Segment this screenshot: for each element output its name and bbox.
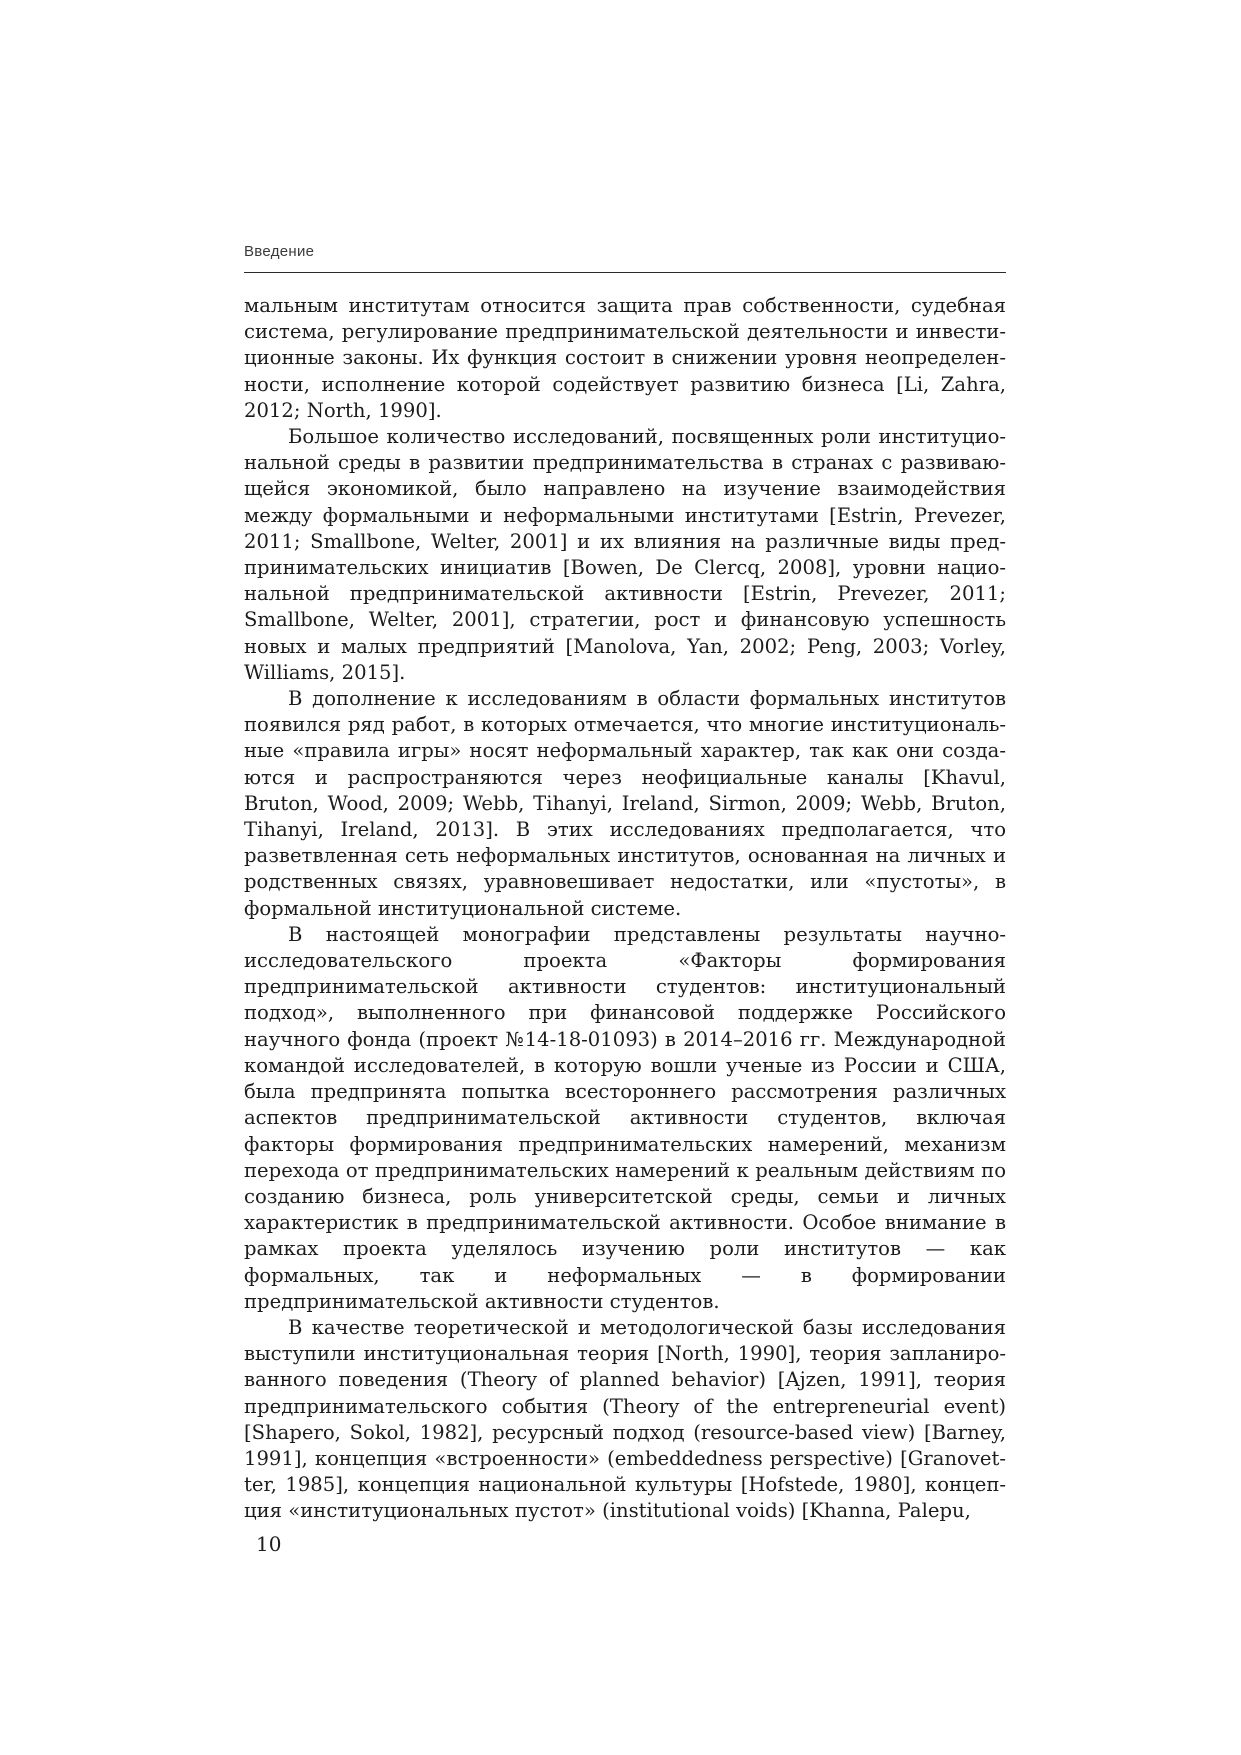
paragraph-continued: мальным институтам относится защита прав собственности, судебная система, регулирование предпринимательской деятельности и инвестиционные законы. Их функция состоит в снижении уровня неопределенности, исполнение которой содействует развитию бизнеса [Li, Zahra, 2012; North, 1990]. bbox=[244, 294, 1006, 422]
paragraph: В настоящей монографии представлены результаты научно-исследовательского проекта «Факторы формирования предпринимательской активности студентов: институциональный подход», выполненного при финансовой поддержке Российского научного фонда (проект №14-18-01093) в 2014–2016 гг. Международной командой исследователей, в которую вошли ученые из России и США, была предпринята попытка всестороннего рассмотрения различных аспектов предпринимательской активности студентов, включая факторы формирования предпринимательских намерений, механизм перехода от предпринимательских намерений к реальным действиям по созданию бизнеса, роль университетской среды, семьи и личных характеристик в предпринимательской активности. Особое внимание в рамках проекта уделялось изучению роли институтов — как формальных, так и неформальных — в формировании предпринимательской активности студентов. bbox=[244, 922, 1006, 1313]
body-text bbox=[244, 293, 1006, 1525]
paragraph: В дополнение к исследованиям в области формальных институтов появился ряд работ, в которых отмечается, что многие институциональные «правила игры» носят неформальный характер, так как они создаются и распространяются через неофициальные каналы [Khavul, Bruton, Wood, 2009; Webb, Tihanyi, Ireland, Sirmon, 2009; Webb, Bruton, Tihanyi, Ireland, 2013]. В этих исследованиях предполагается, что разветвленная сеть неформальных институтов, основанная на личных и родственных связях, уравновешивает недостатки, или «пустоты», в формальной институциональной системе. bbox=[244, 687, 1006, 920]
paragraph: Большое количество исследований, посвященных роли институциональной среды в развитии предпринимательства в странах с развивающейся экономикой, было направлено на изучение взаимодействия между формальными и неформальными институтами [Estrin, Prevezer, 2011; Smallbone, Welter, 2001] и их влияния на различные виды предпринимательских инициатив [Bowen, De Clercq, 2008], уровни национальной предпринимательской активности [Estrin, Prevezer, 2011; Smallbone, Welter, 2001], стратегии, рост и финансовую успешность новых и малых предприятий [Manolova, Yan, 2002; Peng, 2003; Vorley, Williams, 2015]. bbox=[244, 425, 1006, 684]
page-number: 10 bbox=[256, 1532, 282, 1556]
paragraph: В качестве теоретической и методологической базы исследования выступили институциональная теория [North, 1990], теория запланированного поведения (Theory of planned behavior) [Ajzen, 1991], теория предпринимательского события (Theory of the entrepreneurial event) [Shapero, Sokol, 1982], ресурсный подход (resource-based view) [Barney, 1991], концепция «встроенности» (embeddedness perspective) [Granovetter, 1985], концепция национальной культуры [Hofstede, 1980], концепция «институциональных пустот» (institutional voids) [Khanna, Palepu, bbox=[244, 1315, 1006, 1523]
header-divider bbox=[244, 272, 1006, 273]
running-header: Введение bbox=[244, 243, 315, 260]
